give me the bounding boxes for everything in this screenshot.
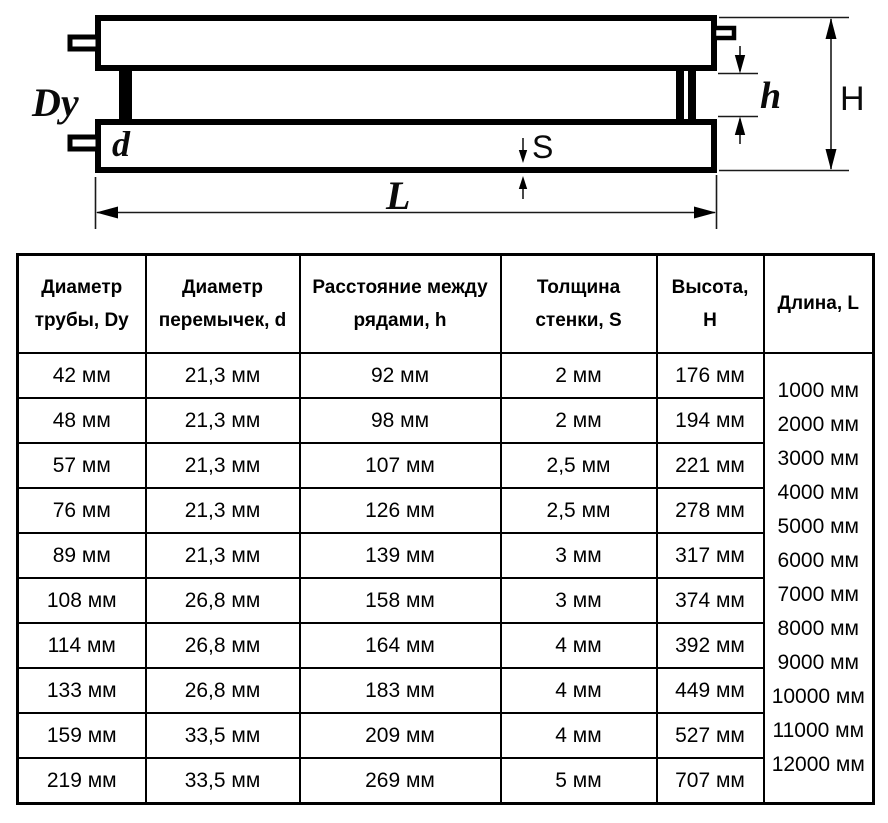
table-cell: 164 мм (300, 623, 501, 668)
table-cell: 48 мм (18, 398, 146, 443)
column-header-wall-thickness: Толщина стенки, S (501, 255, 657, 354)
left-jumper-tube (119, 66, 132, 124)
table-cell: 21,3 мм (146, 443, 300, 488)
table-cell: 107 мм (300, 443, 501, 488)
table-cell: 317 мм (657, 533, 764, 578)
table-cell: 2 мм (501, 398, 657, 443)
header-row (18, 255, 874, 354)
column-header-height: Высота, H (657, 255, 764, 354)
table-row (18, 398, 874, 443)
table-row (18, 443, 874, 488)
height-arrow-up-icon (826, 18, 837, 39)
top-left-stub (70, 37, 98, 49)
bottom-tube (98, 122, 714, 170)
top-right-stub (714, 28, 734, 38)
register-diagram (0, 0, 888, 245)
table-cell: 449 мм (657, 668, 764, 713)
length-value: 1000 мм (777, 379, 859, 402)
table-cell: 133 мм (18, 668, 146, 713)
length-value: 3000 мм (777, 447, 859, 470)
right-jumper-wall-left (676, 66, 684, 124)
table-cell: 57 мм (18, 443, 146, 488)
table-header (18, 255, 874, 354)
length-value: 6000 мм (777, 549, 859, 572)
table-cell: 92 мм (300, 353, 501, 398)
table-cell: 26,8 мм (146, 623, 300, 668)
table-cell: 374 мм (657, 578, 764, 623)
table-cell: 392 мм (657, 623, 764, 668)
table-cell: 176 мм (657, 353, 764, 398)
table-cell: 114 мм (18, 623, 146, 668)
height-arrow-down-icon (826, 149, 837, 170)
length-value: 7000 мм (777, 583, 859, 606)
table-cell: 183 мм (300, 668, 501, 713)
dimensions-table (16, 253, 875, 805)
length-value: 4000 мм (777, 481, 859, 504)
table-cell: 158 мм (300, 578, 501, 623)
table-cell: 21,3 мм (146, 488, 300, 533)
table-row (18, 578, 874, 623)
table-cell: 707 мм (657, 758, 764, 804)
length-arrow-left-icon (96, 207, 118, 219)
length-value: 5000 мм (777, 515, 859, 538)
table-cell: 219 мм (18, 758, 146, 804)
table-cell: 2,5 мм (501, 443, 657, 488)
length-value: 10000 мм (771, 685, 865, 708)
table-cell: 4 мм (501, 668, 657, 713)
table-cell: 139 мм (300, 533, 501, 578)
wall-thickness-label: S (532, 129, 554, 165)
row-spacing-arrow-up-icon (735, 117, 745, 136)
table-cell: 194 мм (657, 398, 764, 443)
length-label: L (386, 173, 411, 218)
table-cell: 2,5 мм (501, 488, 657, 533)
table-cell: 159 мм (18, 713, 146, 758)
table-cell: 108 мм (18, 578, 146, 623)
table-cell: 4 мм (501, 623, 657, 668)
table-cell: 527 мм (657, 713, 764, 758)
register-diagram-svg (0, 0, 888, 245)
table-cell: 21,3 мм (146, 353, 300, 398)
table-cell: 2 мм (501, 353, 657, 398)
table-cell: 26,8 мм (146, 578, 300, 623)
table-cell: 126 мм (300, 488, 501, 533)
table-cell: 33,5 мм (146, 758, 300, 804)
table-cell: 5 мм (501, 758, 657, 804)
table-cell: 26,8 мм (146, 668, 300, 713)
table-cell: 21,3 мм (146, 398, 300, 443)
right-jumper-wall-right (688, 66, 696, 124)
column-header-jumper-diameter: Диаметр перемычек, d (146, 255, 300, 354)
table-cell: 269 мм (300, 758, 501, 804)
table-cell: 4 мм (501, 713, 657, 758)
lengths-cell (764, 353, 874, 804)
bottom-left-stub (70, 137, 98, 149)
height-label: H (840, 80, 865, 118)
table-cell: 76 мм (18, 488, 146, 533)
length-value: 9000 мм (777, 651, 859, 674)
column-header-length: Длина, L (764, 255, 874, 354)
table-row (18, 668, 874, 713)
pipe-diameter-label: Dy (32, 80, 79, 125)
length-value: 8000 мм (777, 617, 859, 640)
table-body (18, 353, 874, 804)
row-spacing-arrow-down-icon (735, 55, 745, 74)
table-cell: 209 мм (300, 713, 501, 758)
table-row (18, 758, 874, 804)
column-header-pipe-diameter: Диаметр трубы, Dy (18, 255, 146, 354)
length-value: 12000 мм (771, 753, 865, 776)
table-cell: 3 мм (501, 578, 657, 623)
length-value: 2000 мм (777, 413, 859, 436)
table-row (18, 713, 874, 758)
table-row (18, 353, 874, 398)
length-arrow-right-icon (694, 207, 716, 219)
wall-thickness-arrow-up-icon (519, 176, 527, 189)
length-value: 11000 мм (772, 719, 865, 742)
table-cell: 221 мм (657, 443, 764, 488)
table-row (18, 488, 874, 533)
table-cell: 89 мм (18, 533, 146, 578)
table-cell: 278 мм (657, 488, 764, 533)
row-spacing-label: h (760, 75, 782, 117)
jumper-diameter-label: d (112, 124, 130, 164)
table-cell: 33,5 мм (146, 713, 300, 758)
table-row (18, 533, 874, 578)
table-cell: 42 мм (18, 353, 146, 398)
table-cell: 3 мм (501, 533, 657, 578)
table-row (18, 623, 874, 668)
column-header-row-spacing: Расстояние между рядами, h (300, 255, 501, 354)
table-cell: 98 мм (300, 398, 501, 443)
table-cell: 21,3 мм (146, 533, 300, 578)
height-dimension (719, 18, 849, 171)
top-tube (98, 18, 714, 68)
